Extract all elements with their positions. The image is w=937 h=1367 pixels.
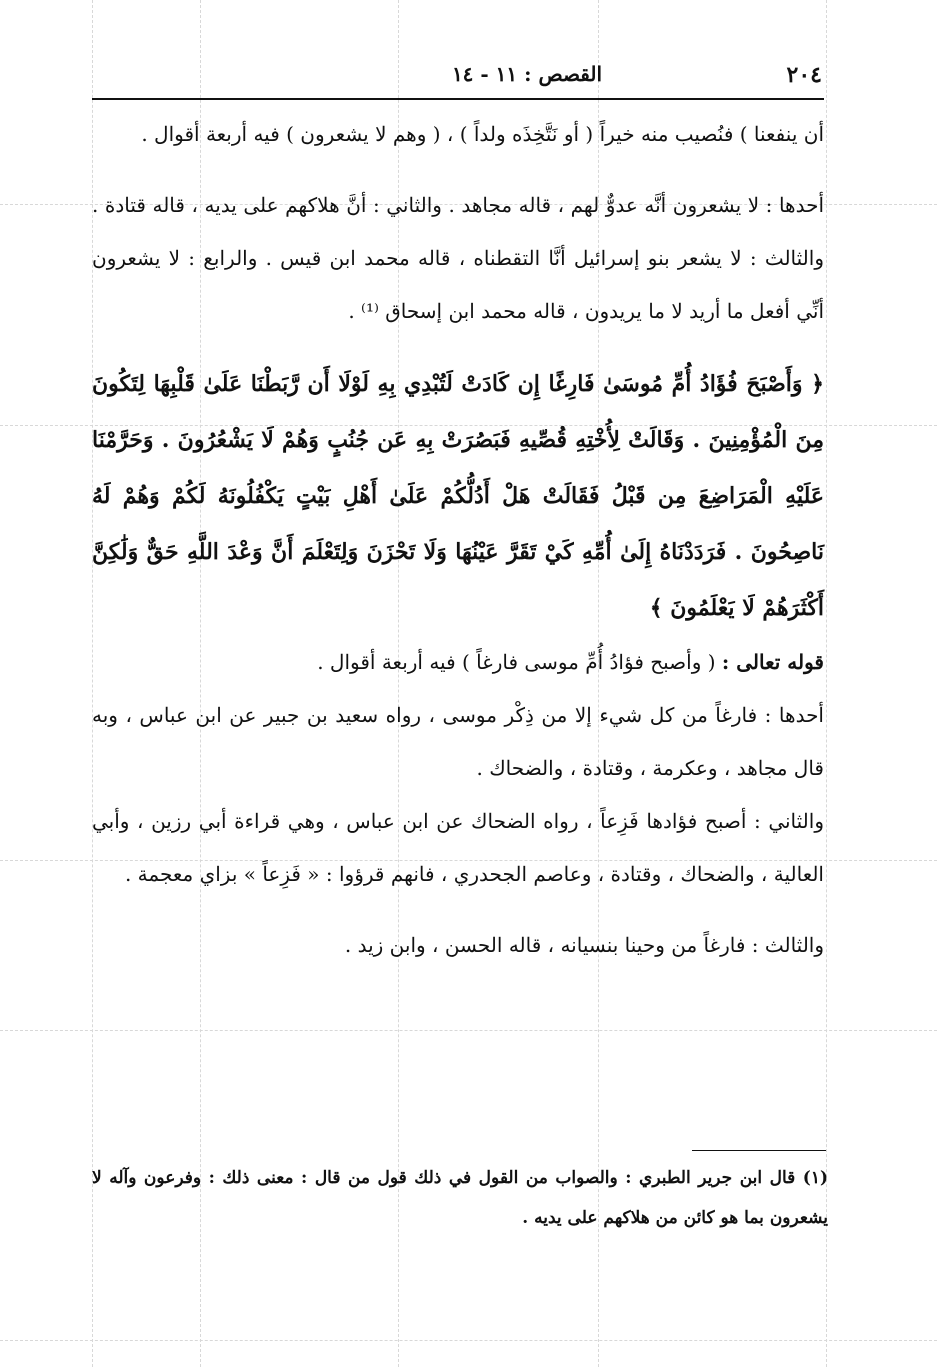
paragraph: أن ينفعنا ) فنُصيب منه خيراً ( أو نَتَّخِذَه ولداً ) ، ( وهم لا يشعرون ) فيه أربعة أقوال . bbox=[141, 122, 824, 146]
paragraph: أحدها : فارغاً من كل شيء إلا من ذِكْر موسى ، رواه سعيد بن جبير عن ابن عباس ، وبه قال مجاهد ، وعكرمة ، وقتادة ، والضحاك . bbox=[92, 703, 824, 780]
paragraph: والثاني : أصبح فؤادها فَزِعاً ، رواه الضحاك عن ابن عباس ، وهي قراءة أبي رزين ، وأبي العالية ، والضحاك ، وقتادة ، وعاصم الجحدري ، فانهم قرؤوا : « فَزِعاً » بزاي معجمة . bbox=[92, 809, 824, 886]
quran-verse: ﴿ وَأَصْبَحَ فُؤَادُ أُمِّ مُوسَىٰ فَارِغًا إِن كَادَتْ لَتُبْدِي بِهِ لَوْلَا أَن رَّبَطْنَا عَلَىٰ قَلْبِهَا لِتَكُونَ مِنَ الْمُؤْمِنِينَ . وَقَالَتْ لِأُخْتِهِ قُصِّيهِ فَبَصُرَتْ بِهِ عَن جُنُبٍ وَهُمْ لَا يَشْعُرُونَ . وَحَرَّمْنَا عَلَيْهِ الْمَرَاضِعَ مِن قَبْلُ فَقَالَتْ هَلْ أَدُلُّكُمْ عَلَىٰ أَهْلِ بَيْتٍ يَكْفُلُونَهُ لَكُمْ وَهُمْ لَهُ نَاصِحُونَ . فَرَدَدْنَاهُ إِلَىٰ أُمِّهِ كَيْ تَقَرَّ عَيْنُهَا وَلَا تَحْزَنَ وَلِتَعْلَمَ أَنَّ وَعْدَ اللَّهِ حَقٌّ وَلَٰكِنَّ أَكْثَرَهُمْ لَا يَعْلَمُونَ ﴾ bbox=[92, 371, 824, 621]
paragraph bbox=[92, 636, 824, 689]
header-rule bbox=[92, 98, 824, 100]
page-header bbox=[92, 58, 822, 94]
footnote-rule bbox=[692, 1150, 826, 1151]
guide-line bbox=[0, 1030, 937, 1031]
page-number: ٢٠٤ bbox=[786, 62, 822, 88]
guide-line bbox=[0, 1340, 937, 1341]
commentary-text: ( وأصبح فؤادُ أُمِّ موسى فارغاً ) فيه أربعة أقوال . bbox=[317, 650, 716, 674]
paragraph: والثالث : فارغاً من وحينا بنسيانه ، قاله الحسن ، وابن زيد . bbox=[344, 933, 824, 957]
footnote: (١) قال ابن جرير الطبري : والصواب من القول في ذلك قول من قال : معنى ذلك : وفرعون وآله لا يشعرون بما هو كائن من هلاكهم على يديه . bbox=[92, 1168, 828, 1228]
running-title: القصص : ١١ - ١٤ bbox=[451, 62, 603, 86]
main-text bbox=[92, 108, 824, 972]
paragraph: أحدها : لا يشعرون أنَّه عدوٌّ لهم ، قاله مجاهد . والثاني : أنَّ هلاكهم على يديه ، قاله قتادة . والثالث : لا يشعر بنو إسرائيل أنَّا التقطناه ، قاله محمد ابن قيس . والرابع : لا يشعرون أنِّي أفعل ما أريد لا ما يريدون ، قاله محمد ابن إسحاق ⁽¹⁾ . bbox=[92, 193, 824, 323]
commentary-lead: قوله تعالى : bbox=[721, 650, 824, 674]
